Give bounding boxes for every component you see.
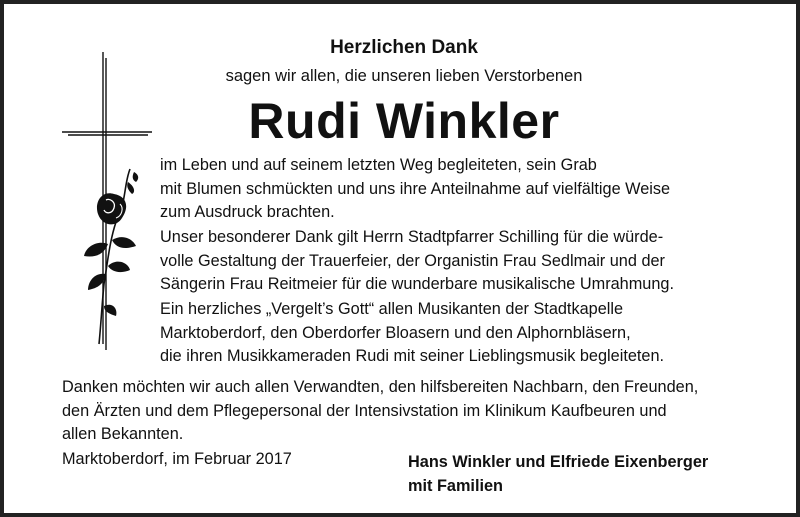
text-line: Unser besonderer Dank gilt Herrn Stadtpfarrer Schilling für die würde- (160, 228, 664, 246)
text-line: die ihren Musikkameraden Rudi mit seiner Lieblingsmusik begleiteten. (160, 347, 665, 366)
signatory-line: Hans Winkler und Elfriede Eixenberger (408, 453, 709, 471)
paragraph-thanks-musicians (160, 298, 664, 369)
intro-line: sagen wir allen, die unseren lieben Verstorbenen (225, 67, 583, 85)
deceased-name: Rudi Winkler (248, 93, 560, 149)
paragraph-thanks-clergy (160, 226, 674, 297)
rose-icon (84, 169, 138, 344)
text-line: Ein herzliches „Vergelt’s Gott“ allen Musikanten der Stadtkapelle (160, 300, 624, 318)
text-line: mit Blumen schmückten und uns ihre Anteilnahme auf vielfältige Weise (160, 179, 671, 198)
text-line: Danken möchten wir auch allen Verwandten, den hilfsbereiten Nachbarn, den Freunden, (62, 378, 699, 396)
paragraph-thanks-funeral (160, 154, 670, 225)
signatory-line: mit Familien (408, 477, 503, 495)
signatories (408, 450, 708, 498)
text-line: Marktoberdorf, den Oberdorfer Bloasern und den Alphornbläsern, (160, 323, 631, 342)
paragraph-thanks-relatives (62, 376, 698, 447)
text-line: Sängerin Frau Reitmeier für die wunderbare musikalische Umrahmung. (160, 275, 674, 294)
text-line: allen Bekannten. (62, 425, 184, 444)
heading: Herzlichen Dank (330, 37, 478, 58)
text-line: den Ärzten und dem Pflegepersonal der Intensivstation im Klinikum Kaufbeuren und (62, 401, 667, 420)
cross-with-rose-icon (44, 44, 154, 354)
text-line: zum Ausdruck brachten. (160, 203, 335, 222)
place-and-date: Marktoberdorf, im Februar 2017 (62, 450, 292, 468)
text-line: im Leben und auf seinem letzten Weg begleiteten, sein Grab (160, 156, 597, 174)
text-line: volle Gestaltung der Trauerfeier, der Organistin Frau Sedlmair und der (160, 251, 665, 270)
